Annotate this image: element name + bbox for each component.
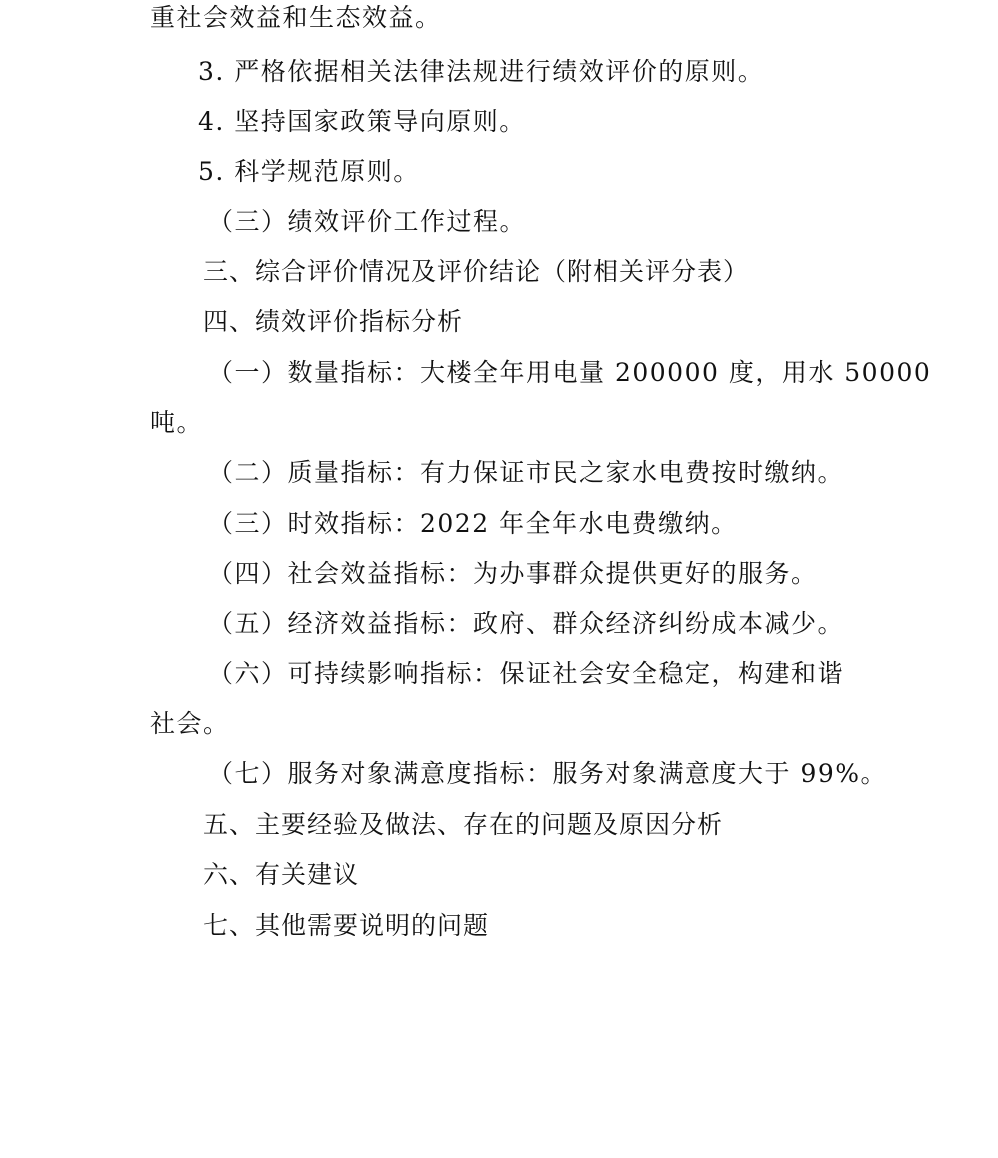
indicator-quantity: （一）数量指标：大楼全年用电量 200000 度，用水 50000 [208, 358, 932, 387]
principle-item-5: 5. 科学规范原则。 [198, 157, 420, 186]
principle-item-4: 4. 坚持国家政策导向原则。 [198, 107, 526, 136]
paragraph-continuation: 重社会效益和生态效益。 [150, 3, 442, 32]
section-heading-6: 六、有关建议 [203, 860, 360, 889]
indicator-quantity-continuation: 吨。 [150, 408, 204, 437]
section-heading-3: 三、综合评价情况及评价结论（附相关评分表） [203, 257, 750, 286]
subsection-work-process: （三）绩效评价工作过程。 [208, 207, 527, 236]
section-heading-4: 四、绩效评价指标分析 [203, 307, 464, 336]
indicator-satisfaction: （七）服务对象满意度指标：服务对象满意度大于 99%。 [208, 759, 888, 788]
indicator-social-benefit: （四）社会效益指标：为办事群众提供更好的服务。 [208, 559, 818, 588]
indicator-timeliness: （三）时效指标：2022 年全年水电费缴纳。 [208, 509, 738, 538]
indicator-sustainability-continuation: 社会。 [150, 709, 230, 738]
indicator-quality: （二）质量指标：有力保证市民之家水电费按时缴纳。 [208, 458, 845, 487]
indicator-sustainability: （六）可持续影响指标：保证社会安全稳定，构建和谐 [208, 659, 845, 688]
principle-item-3: 3. 严格依据相关法律法规进行绩效评价的原则。 [198, 57, 765, 86]
indicator-economic-benefit: （五）经济效益指标：政府、群众经济纠纷成本减少。 [208, 609, 845, 638]
section-heading-7: 七、其他需要说明的问题 [203, 911, 490, 940]
section-heading-5: 五、主要经验及做法、存在的问题及原因分析 [203, 810, 724, 839]
